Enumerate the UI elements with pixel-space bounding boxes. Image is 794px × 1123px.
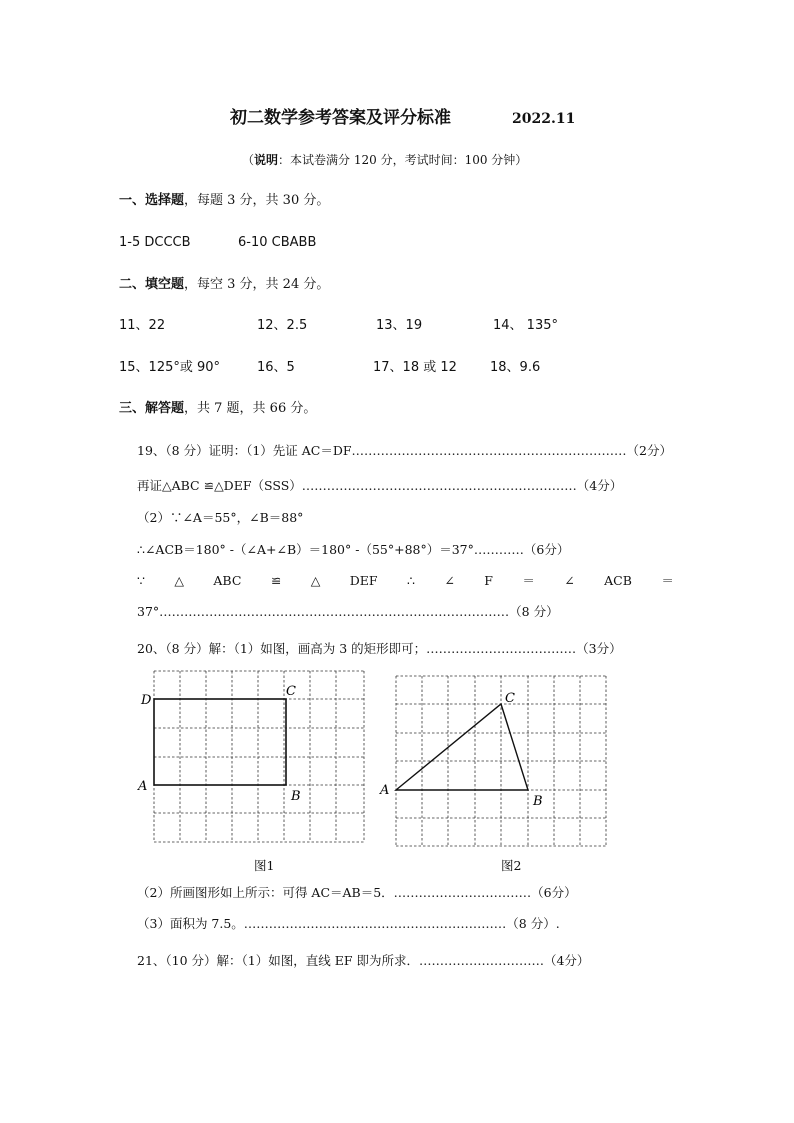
section1-title xyxy=(119,193,329,209)
q20-line-2: （2）所画图形如上所示：可得 AC＝AB＝5．……………………………（6分） xyxy=(137,885,577,900)
grid-lines xyxy=(154,671,364,842)
q19-token: ABC xyxy=(213,573,242,588)
q19-token: ＝ xyxy=(661,573,674,588)
q19-token: ∠ xyxy=(444,573,455,588)
figure-1-grid xyxy=(130,665,375,850)
label-b: B xyxy=(291,789,301,804)
q19-line-2: 再证△ABC ≌△DEF（SSS）…………………………………………………………（4分） xyxy=(137,478,623,493)
q21-line-1: 21、（10 分）解：（1）如图，直线 EF 即为所求．…………………………（4分） xyxy=(137,953,590,968)
section1-answer-2: 6-10 CBABB xyxy=(238,235,317,250)
label-a: A xyxy=(380,783,390,798)
rectangle-abcd xyxy=(154,699,286,785)
section2-heading: 二、填空题 xyxy=(119,277,185,292)
q19-token: ∠ xyxy=(564,573,575,588)
q19-line-1: 19、（8 分）证明：（1）先证 AC＝DF…………………………………………………………（2分） xyxy=(137,443,672,458)
q19-token: F xyxy=(484,573,493,588)
q19-token: ＝ xyxy=(522,573,535,588)
section1-answer-1: 1-5 DCCCB xyxy=(119,235,191,250)
fill-answer-11: 11、22 xyxy=(119,318,166,333)
q19-line-6: 37°…………………………………………………………………………（8 分） xyxy=(137,604,559,619)
fill-answer-16: 16、5 xyxy=(257,360,295,375)
label-b: B xyxy=(533,794,543,809)
section1-heading: 一、选择题 xyxy=(119,193,185,208)
fill-answer-15: 15、125°或 90° xyxy=(119,360,221,375)
fill-answer-12: 12、2.5 xyxy=(257,318,308,333)
section3-desc: ，共 7 题，共 66 分。 xyxy=(184,401,317,416)
grid-lines xyxy=(396,676,606,846)
q19-line-5 xyxy=(137,573,674,589)
q20-line-3: （3）面积为 7.5。………………………………………………………（8 分）. xyxy=(137,916,560,931)
q19-token: DEF xyxy=(349,573,378,588)
header-date: 2022.11 xyxy=(512,111,576,127)
triangle-abc xyxy=(396,704,528,790)
note-label: 说明 xyxy=(254,153,279,167)
q19-line-4: ∴∠ACB＝180° -（∠A+∠B）＝180° -（55°+88°）＝37°…………（6分） xyxy=(137,542,570,557)
header-note xyxy=(242,152,527,168)
section2-desc: ，每空 3 分，共 24 分。 xyxy=(184,277,330,292)
q20-line-1: 20、（8 分）解：（1）如图，画高为 3 的矩形即可；………………………………（3分） xyxy=(137,641,622,656)
q19-token: ACB xyxy=(604,573,632,588)
fill-answer-18: 18、9.6 xyxy=(490,360,541,375)
fill-answer-13: 13、19 xyxy=(376,318,423,333)
fill-answer-14: 14、 135° xyxy=(493,318,558,333)
figure-1-caption: 图1 xyxy=(254,858,275,873)
section2-title xyxy=(119,277,329,293)
figure-2-caption: 图2 xyxy=(501,858,522,873)
section3-heading: 三、解答题 xyxy=(119,401,185,416)
q19-token: ≌ xyxy=(270,573,282,588)
label-c: C xyxy=(286,684,296,699)
page-title: 初二数学参考答案及评分标准 xyxy=(230,108,451,128)
q19-token: ∵ xyxy=(137,573,145,588)
label-c: C xyxy=(505,691,515,706)
q19-token: △ xyxy=(174,573,184,588)
q19-token: ∴ xyxy=(406,573,415,588)
q19-line-3: （2）∵∠A＝55°，∠B＝88° xyxy=(137,510,304,525)
figure-2-grid xyxy=(376,670,616,850)
note-open: （ xyxy=(242,153,255,167)
section1-desc: ，每题 3 分，共 30 分。 xyxy=(184,193,330,208)
note-text: ：本试卷满分 120 分，考试时间：100 分钟） xyxy=(278,153,528,167)
q19-token: △ xyxy=(310,573,321,588)
label-a: A xyxy=(138,779,148,794)
section3-title xyxy=(119,401,316,417)
fill-answer-17: 17、18 或 12 xyxy=(373,360,457,375)
label-d: D xyxy=(141,693,152,708)
